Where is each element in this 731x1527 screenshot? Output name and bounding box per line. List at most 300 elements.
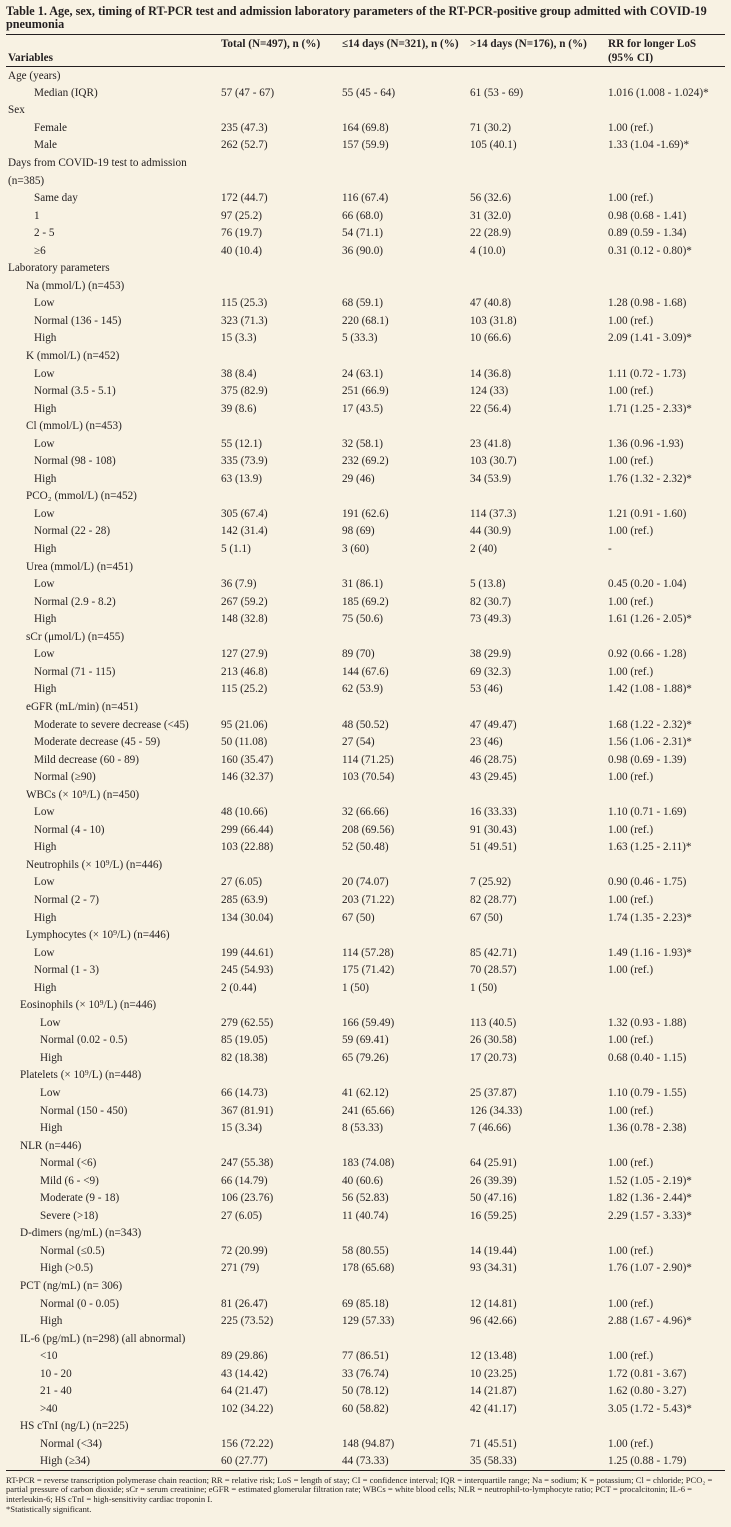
cell-rr: 1.00 (ref.): [608, 823, 654, 836]
cell-le14: 69 (85.18): [342, 1297, 389, 1310]
cell-variable: Normal (2.9 - 8.2): [34, 595, 116, 608]
table-row: [6, 330, 725, 348]
table-row: [6, 435, 725, 453]
cell-gt14: 42 (41.17): [470, 1402, 517, 1415]
table-body: [6, 67, 725, 1471]
table-row: [6, 1383, 725, 1401]
cell-gt14: [468, 1277, 606, 1295]
cell-le14: 77 (86.51): [342, 1350, 389, 1363]
cell-variable: Mild (6 - <9): [40, 1174, 99, 1187]
cell-le14: 62 (53.9): [342, 683, 384, 696]
table-row: [6, 172, 725, 190]
cell-total: 43 (14.42): [221, 1367, 268, 1380]
cell-gt14: [468, 488, 606, 506]
cell-variable: Neutrophils (× 10⁹/L) (n=446): [26, 858, 163, 871]
cell-variable: Male: [34, 139, 57, 152]
cell-total: [219, 1225, 340, 1243]
cell-rr: 1.71 (1.25 - 2.33)*: [608, 402, 692, 415]
cell-le14: 66 (68.0): [342, 209, 384, 222]
table-row: [6, 119, 725, 137]
cell-rr: 1.00 (ref.): [608, 964, 654, 977]
cell-gt14: [468, 856, 606, 874]
table-row: [6, 1277, 725, 1295]
cell-variable: High: [40, 1122, 63, 1135]
cell-total: [219, 277, 340, 295]
cell-gt14: 23 (46): [470, 736, 503, 749]
cell-gt14: [468, 786, 606, 804]
cell-rr: 1.016 (1.008 - 1.024)*: [608, 86, 709, 99]
cell-le14: 56 (52.83): [342, 1192, 389, 1205]
table-row: [6, 803, 725, 821]
cell-gt14: 113 (40.5): [470, 1016, 517, 1029]
cell-rr: [606, 154, 725, 172]
table-row: [6, 944, 725, 962]
cell-rr: [606, 558, 725, 576]
cell-le14: 11 (40.74): [342, 1209, 389, 1222]
table-row: [6, 207, 725, 225]
cell-rr: 0.45 (0.20 - 1.04): [608, 578, 687, 591]
cell-total: 262 (52.7): [221, 139, 268, 152]
cell-le14: 31 (86.1): [342, 578, 384, 591]
cell-le14: 114 (57.28): [342, 946, 394, 959]
cell-variable: Low: [34, 578, 55, 591]
cell-le14: 183 (74.08): [342, 1157, 395, 1170]
cell-total: [219, 786, 340, 804]
cell-total: [219, 102, 340, 120]
cell-rr: 1.00 (ref.): [608, 121, 654, 134]
cell-variable: Normal (<34): [40, 1437, 102, 1450]
cell-total: 213 (46.8): [221, 665, 268, 678]
cell-rr: 1.00 (ref.): [608, 595, 654, 608]
cell-rr: 1.33 (1.04 -1.69)*: [608, 139, 690, 152]
table-row: [6, 961, 725, 979]
cell-rr: 1.00 (ref.): [608, 1350, 654, 1363]
cell-le14: 208 (69.56): [342, 823, 395, 836]
cell-gt14: 46 (28.75): [470, 753, 517, 766]
table-row: [6, 1225, 725, 1243]
cell-variable: D-dimers (ng/mL) (n=343): [20, 1227, 142, 1240]
cell-gt14: 26 (30.58): [470, 1034, 517, 1047]
cell-gt14: [468, 154, 606, 172]
cell-total: [219, 1067, 340, 1085]
cell-le14: [340, 67, 468, 85]
cell-variable: Low: [34, 876, 55, 889]
cell-le14: 191 (62.6): [342, 507, 389, 520]
cell-variable: Normal (98 - 108): [34, 455, 116, 468]
cell-rr: 1.00 (ref.): [608, 1297, 654, 1310]
cell-le14: [340, 1137, 468, 1155]
cell-rr: 1.00 (ref.): [608, 192, 654, 205]
cell-le14: 1 (50): [342, 981, 370, 994]
cell-gt14: 47 (40.8): [470, 297, 512, 310]
cell-total: 40 (10.4): [221, 244, 263, 257]
cell-le14: 50 (78.12): [342, 1385, 389, 1398]
cell-rr: 2.09 (1.41 - 3.09)*: [608, 332, 692, 345]
cell-le14: 67 (50): [342, 911, 375, 924]
cell-rr: [606, 67, 725, 85]
cell-variable: High: [40, 1315, 63, 1328]
cell-total: 367 (81.91): [221, 1104, 274, 1117]
table-row: [6, 1365, 725, 1383]
cell-le14: 58 (80.55): [342, 1244, 389, 1257]
cell-rr: [606, 628, 725, 646]
cell-variable: High: [34, 613, 57, 626]
cell-le14: 157 (59.9): [342, 139, 389, 152]
table-row: [6, 1049, 725, 1067]
table-row: [6, 1154, 725, 1172]
cell-variable: Low: [34, 507, 55, 520]
cell-rr: 1.74 (1.35 - 2.23)*: [608, 911, 692, 924]
table-row: [6, 1400, 725, 1418]
cell-variable: >40: [40, 1402, 58, 1415]
cell-gt14: 73 (49.3): [470, 613, 512, 626]
cell-variable: K (mmol/L) (n=452): [26, 350, 120, 363]
cell-variable: High: [34, 981, 57, 994]
cell-variable: High: [34, 683, 57, 696]
header-total: Total (N=497), n (%): [221, 38, 321, 50]
cell-variable: High (≥34): [40, 1455, 90, 1468]
cell-rr: -: [608, 543, 612, 556]
cell-rr: [606, 926, 725, 944]
cell-variable: Low: [40, 1086, 61, 1099]
cell-gt14: [468, 417, 606, 435]
cell-rr: 1.52 (1.05 - 2.19)*: [608, 1174, 692, 1187]
cell-total: 245 (54.93): [221, 964, 274, 977]
cell-total: 305 (67.4): [221, 507, 268, 520]
table-row: [6, 1312, 725, 1330]
cell-total: 81 (26.47): [221, 1297, 268, 1310]
cell-le14: [340, 102, 468, 120]
cell-variable: Severe (>18): [40, 1209, 99, 1222]
cell-total: 27 (6.05): [221, 1209, 263, 1222]
cell-gt14: [468, 347, 606, 365]
cell-gt14: [468, 926, 606, 944]
cell-total: 323 (71.3): [221, 314, 268, 327]
table-row: [6, 1207, 725, 1225]
cell-le14: 164 (69.8): [342, 121, 389, 134]
table-row: [6, 575, 725, 593]
cell-gt14: [468, 1330, 606, 1348]
cell-le14: [340, 488, 468, 506]
cell-le14: 40 (60.6): [342, 1174, 384, 1187]
cell-le14: 48 (50.52): [342, 718, 389, 731]
cell-gt14: 16 (33.33): [470, 806, 517, 819]
cell-total: 57 (47 - 67): [221, 86, 275, 99]
cell-gt14: 126 (34.33): [470, 1104, 523, 1117]
cell-variable: High: [34, 402, 57, 415]
cell-rr: 1.49 (1.16 - 1.93)*: [608, 946, 692, 959]
cell-rr: 1.63 (1.25 - 2.11)*: [608, 841, 692, 854]
cell-rr: 1.00 (ref.): [608, 385, 654, 398]
cell-le14: [340, 347, 468, 365]
cell-le14: [340, 1225, 468, 1243]
cell-rr: [606, 1277, 725, 1295]
cell-total: 50 (11.08): [221, 736, 268, 749]
cell-rr: [606, 260, 725, 278]
cell-variable: Sex: [8, 104, 25, 117]
cell-variable: HS cTnI (ng/L) (n=225): [20, 1420, 129, 1433]
cell-variable: Mild decrease (60 - 89): [34, 753, 139, 766]
table-row: [6, 277, 725, 295]
header-rr: RR for longer LoS (95% CI): [608, 38, 697, 64]
data-table: [6, 34, 725, 1471]
cell-gt14: 103 (31.8): [470, 314, 517, 327]
cell-gt14: 70 (28.57): [470, 964, 517, 977]
cell-rr: 1.62 (0.80 - 3.27): [608, 1385, 687, 1398]
cell-variable: Normal (22 - 28): [34, 525, 111, 538]
cell-le14: 116 (67.4): [342, 192, 389, 205]
cell-rr: 1.00 (ref.): [608, 314, 654, 327]
cell-le14: 68 (59.1): [342, 297, 384, 310]
cell-total: [219, 698, 340, 716]
cell-variable: Low: [34, 367, 55, 380]
cell-variable: Age (years): [8, 69, 61, 82]
table-row: [6, 593, 725, 611]
table-row: [6, 1453, 725, 1471]
cell-le14: 52 (50.48): [342, 841, 389, 854]
cell-rr: [606, 1137, 725, 1155]
cell-rr: [606, 1330, 725, 1348]
cell-total: 2 (0.44): [221, 981, 257, 994]
cell-rr: 1.82 (1.36 - 2.44)*: [608, 1192, 692, 1205]
cell-rr: 1.10 (0.71 - 1.69): [608, 806, 687, 819]
cell-le14: 24 (63.1): [342, 367, 384, 380]
cell-gt14: [468, 628, 606, 646]
cell-variable: Urea (mmol/L) (n=451): [26, 560, 133, 573]
cell-le14: [340, 628, 468, 646]
cell-le14: 60 (58.82): [342, 1402, 389, 1415]
cell-le14: [340, 1277, 468, 1295]
cell-gt14: [468, 558, 606, 576]
cell-gt14: [468, 1225, 606, 1243]
header-gt14: >14 days (N=176), n (%): [470, 38, 587, 50]
cell-gt14: [468, 1418, 606, 1436]
table-row: [6, 786, 725, 804]
cell-total: 66 (14.79): [221, 1174, 268, 1187]
cell-rr: 2.29 (1.57 - 3.33)*: [608, 1209, 692, 1222]
cell-total: 375 (82.9): [221, 385, 268, 398]
cell-total: 39 (8.6): [221, 402, 257, 415]
cell-gt14: 22 (28.9): [470, 227, 512, 240]
cell-total: 285 (63.9): [221, 893, 268, 906]
cell-gt14: 91 (30.43): [470, 823, 517, 836]
table-row: [6, 470, 725, 488]
cell-gt14: 61 (53 - 69): [470, 86, 524, 99]
table-row: [6, 856, 725, 874]
cell-rr: [606, 1418, 725, 1436]
cell-rr: 1.00 (ref.): [608, 1244, 654, 1257]
cell-le14: 55 (45 - 64): [342, 86, 396, 99]
cell-le14: 59 (69.41): [342, 1034, 389, 1047]
table-row: [6, 347, 725, 365]
table-row: [6, 821, 725, 839]
cell-variable: sCr (μmol/L) (n=455): [26, 630, 125, 643]
cell-total: 66 (14.73): [221, 1086, 268, 1099]
cell-total: 148 (32.8): [221, 613, 268, 626]
cell-rr: [606, 786, 725, 804]
cell-gt14: 67 (50): [470, 911, 503, 924]
cell-variable: High: [40, 1051, 63, 1064]
cell-variable: Normal (71 - 115): [34, 665, 116, 678]
cell-rr: [606, 417, 725, 435]
table-row: [6, 558, 725, 576]
cell-variable: Normal (1 - 3): [34, 964, 99, 977]
cell-rr: 1.42 (1.08 - 1.88)*: [608, 683, 692, 696]
cell-gt14: 31 (32.0): [470, 209, 512, 222]
cell-total: [219, 417, 340, 435]
table-row: [6, 698, 725, 716]
table-row: [6, 84, 725, 102]
table-row: [6, 891, 725, 909]
cell-total: 172 (44.7): [221, 192, 268, 205]
cell-variable: PCT (ng/mL) (n= 306): [20, 1280, 123, 1292]
cell-le14: [340, 154, 468, 172]
cell-variable: Normal (0 - 0.05): [40, 1297, 119, 1310]
cell-le14: 175 (71.42): [342, 964, 395, 977]
cell-total: 225 (73.52): [221, 1315, 274, 1328]
cell-le14: 29 (46): [342, 472, 375, 485]
cell-variable: Laboratory parameters: [8, 262, 110, 275]
cell-total: 5 (1.1): [221, 543, 251, 556]
table-row: [6, 628, 725, 646]
cell-le14: [340, 260, 468, 278]
cell-rr: 1.11 (0.72 - 1.73): [608, 367, 686, 380]
table-row: [6, 224, 725, 242]
cell-variable: eGFR (mL/min) (n=451): [26, 700, 138, 713]
cell-rr: 1.21 (0.91 - 1.60): [608, 507, 687, 520]
cell-gt14: 14 (21.87): [470, 1385, 517, 1398]
cell-rr: 1.00 (ref.): [608, 665, 654, 678]
cell-gt14: 53 (46): [470, 683, 503, 696]
cell-gt14: 82 (28.77): [470, 893, 517, 906]
cell-rr: 0.68 (0.40 - 1.15): [608, 1051, 687, 1064]
table-footnote: [6, 1476, 725, 1514]
cell-gt14: 14 (36.8): [470, 367, 512, 380]
cell-rr: [606, 488, 725, 506]
table-row: [6, 733, 725, 751]
cell-gt14: 96 (42.66): [470, 1315, 517, 1328]
table-row: [6, 488, 725, 506]
cell-le14: [340, 1418, 468, 1436]
table-row: [6, 663, 725, 681]
cell-le14: 33 (76.74): [342, 1367, 389, 1380]
cell-total: 64 (21.47): [221, 1385, 268, 1398]
table-row: [6, 242, 725, 260]
cell-rr: 1.68 (1.22 - 2.32)*: [608, 718, 692, 731]
cell-gt14: 12 (14.81): [470, 1297, 517, 1310]
cell-rr: [606, 1067, 725, 1085]
cell-le14: 144 (67.6): [342, 665, 389, 678]
cell-variable: Days from COVID-19 test to admission: [8, 157, 187, 169]
cell-rr: [606, 856, 725, 874]
cell-rr: 1.00 (ref.): [608, 893, 654, 906]
cell-total: 102 (34.22): [221, 1402, 274, 1415]
table-row: [6, 909, 725, 927]
cell-variable: Moderate (9 - 18): [40, 1192, 120, 1205]
cell-gt14: 56 (32.6): [470, 192, 512, 205]
cell-total: 15 (3.34): [221, 1122, 263, 1135]
cell-rr: 1.72 (0.81 - 3.67): [608, 1367, 687, 1380]
cell-variable: (n=385): [8, 174, 45, 187]
cell-gt14: [468, 172, 606, 190]
cell-le14: 220 (68.1): [342, 314, 389, 327]
cell-gt14: 105 (40.1): [470, 139, 517, 152]
cell-rr: 2.88 (1.67 - 4.96)*: [608, 1315, 692, 1328]
cell-rr: 1.61 (1.26 - 2.05)*: [608, 613, 692, 626]
cell-variable: Low: [34, 437, 55, 450]
cell-le14: 103 (70.54): [342, 771, 395, 784]
cell-gt14: 64 (25.91): [470, 1157, 517, 1170]
table-row: [6, 453, 725, 471]
cell-total: 63 (13.9): [221, 472, 263, 485]
cell-total: [219, 926, 340, 944]
cell-gt14: 71 (45.51): [470, 1437, 517, 1450]
table-row: [6, 312, 725, 330]
cell-rr: 1.00 (ref.): [608, 455, 654, 468]
cell-le14: 8 (53.33): [342, 1122, 384, 1135]
cell-rr: 0.92 (0.66 - 1.28): [608, 648, 687, 661]
cell-total: 199 (44.61): [221, 946, 274, 959]
cell-gt14: 44 (30.9): [470, 525, 512, 538]
table-row: [6, 1330, 725, 1348]
cell-rr: 0.98 (0.68 - 1.41): [608, 209, 687, 222]
cell-total: 146 (32.37): [221, 771, 274, 784]
table-row: [6, 1137, 725, 1155]
cell-variable: Eosinophils (× 10⁹/L) (n=446): [20, 999, 157, 1012]
cell-le14: 65 (79.26): [342, 1051, 389, 1064]
cell-variable: Cl (mmol/L) (n=453): [26, 420, 122, 433]
cell-total: [219, 1418, 340, 1436]
cell-total: 36 (7.9): [221, 578, 257, 591]
cell-gt14: 85 (42.71): [470, 946, 517, 959]
cell-gt14: 69 (32.3): [470, 665, 512, 678]
cell-gt14: 17 (20.73): [470, 1051, 517, 1064]
cell-gt14: 34 (53.9): [470, 472, 512, 485]
table-row: [6, 1172, 725, 1190]
cell-variable: Platelets (× 10⁹/L) (n=448): [20, 1069, 142, 1082]
cell-gt14: 82 (30.7): [470, 595, 512, 608]
cell-total: 279 (62.55): [221, 1016, 274, 1029]
cell-gt14: 47 (49.47): [470, 718, 517, 731]
cell-total: 335 (73.9): [221, 455, 268, 468]
table-row: [6, 768, 725, 786]
cell-le14: 232 (69.2): [342, 455, 389, 468]
cell-rr: [606, 698, 725, 716]
cell-gt14: 7 (46.66): [470, 1122, 512, 1135]
cell-variable: High: [34, 472, 57, 485]
cell-total: 156 (72.22): [221, 1437, 274, 1450]
cell-le14: [340, 1330, 468, 1348]
cell-total: 134 (30.04): [221, 911, 274, 924]
cell-le14: 203 (71.22): [342, 893, 395, 906]
cell-rr: [606, 996, 725, 1014]
cell-variable: Normal (2 - 7): [34, 893, 99, 906]
cell-variable: High: [34, 332, 57, 345]
cell-gt14: 10 (66.6): [470, 332, 512, 345]
cell-le14: 27 (54): [342, 736, 375, 749]
cell-gt14: [468, 277, 606, 295]
cell-le14: 36 (90.0): [342, 244, 384, 257]
table-row: [6, 1418, 725, 1436]
cell-total: 142 (31.4): [221, 525, 268, 538]
cell-le14: [340, 277, 468, 295]
table-row: [6, 610, 725, 628]
cell-total: [219, 996, 340, 1014]
table-row: [6, 295, 725, 313]
cell-total: 115 (25.2): [221, 683, 268, 696]
header-le14: ≤14 days (N=321), n (%): [342, 38, 459, 50]
cell-total: 48 (10.66): [221, 806, 268, 819]
